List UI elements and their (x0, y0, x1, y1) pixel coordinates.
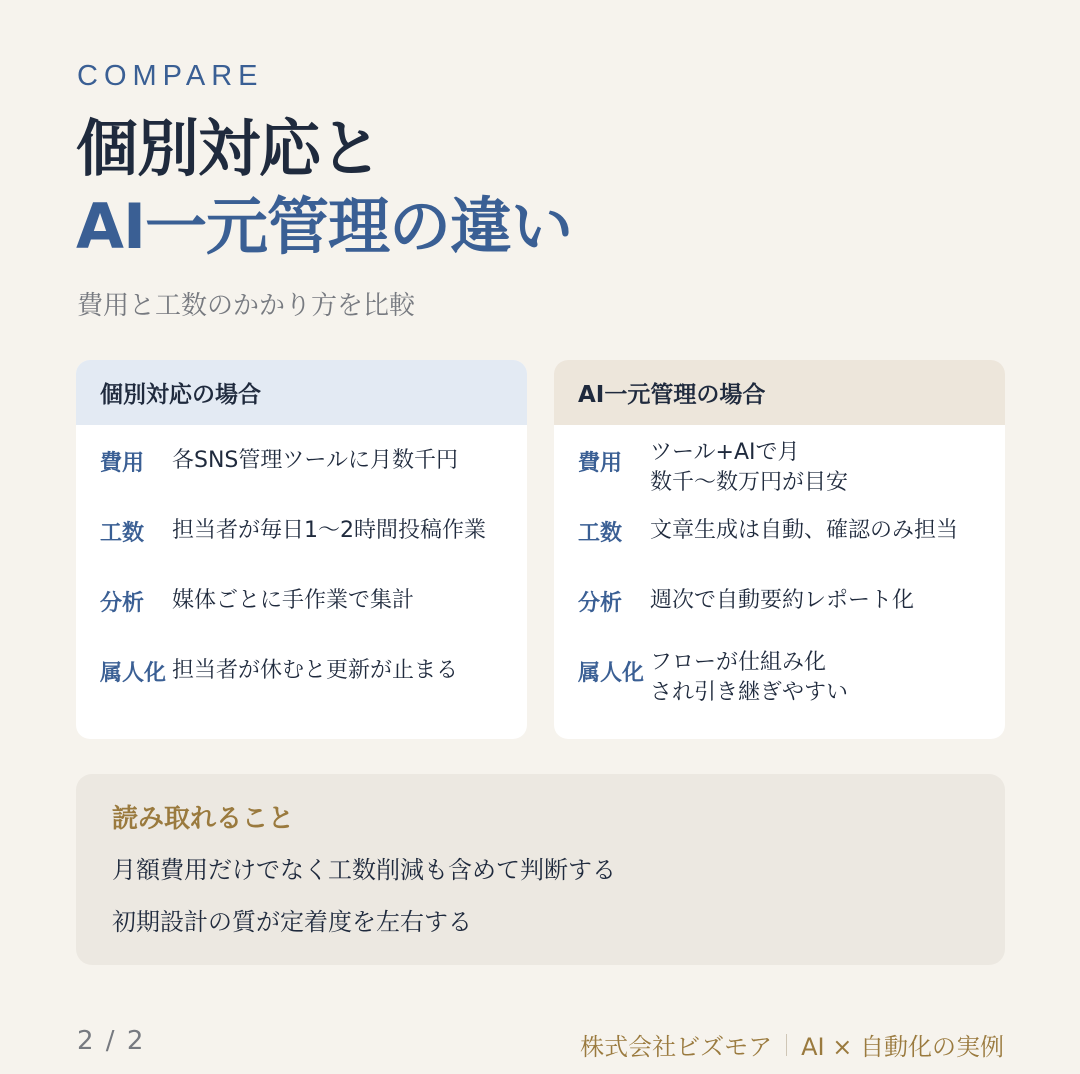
takeaway-item: 初期設計の質が定着度を左右する (112, 908, 472, 936)
title-line-1: 個別対応と (76, 112, 382, 185)
row-value-line: され引き継ぎやすい (650, 680, 849, 705)
row-value: 各SNS管理ツールに月数千円 (172, 448, 458, 473)
row-label: 工数 (100, 521, 145, 546)
comparison-card-ai (554, 360, 1005, 739)
row-value-line: フローが仕組み化 (650, 650, 827, 675)
row-label: 費用 (100, 451, 145, 476)
eyebrow-label: COMPARE (77, 60, 264, 92)
row-label: 工数 (578, 521, 623, 546)
takeaway-item: 月額費用だけでなく工数削減も含めて判断する (112, 856, 616, 884)
row-value: 担当者が毎日1〜2時間投稿作業 (172, 518, 486, 543)
footer-divider (786, 1034, 787, 1056)
row-value: 担当者が休むと更新が止まる (172, 658, 459, 683)
comparison-card-individual (76, 360, 527, 739)
row-value (650, 438, 848, 498)
takeaway-box (76, 774, 1005, 965)
card-heading: 個別対応の場合 (76, 360, 527, 425)
series-name: AI × 自動化の実例 (801, 1033, 1004, 1061)
page-indicator: 2 / 2 (77, 1026, 146, 1056)
card-heading: AI一元管理の場合 (554, 360, 1005, 425)
company-name: 株式会社ビズモア (580, 1033, 773, 1061)
footer-credit (580, 1027, 1004, 1062)
row-value: 文章生成は自動、確認のみ担当 (650, 518, 959, 543)
row-label: 属人化 (100, 661, 167, 686)
page-title (76, 110, 572, 266)
row-value: 媒体ごとに手作業で集計 (172, 588, 415, 613)
row-value-line: 数千〜数万円が目安 (650, 470, 849, 495)
row-label: 分析 (100, 591, 145, 616)
row-value: 週次で自動要約レポート化 (650, 588, 915, 613)
subtitle: 費用と工数のかかり方を比較 (77, 291, 416, 321)
row-value (650, 648, 848, 708)
takeaway-title: 読み取れること (112, 804, 295, 834)
row-label: 属人化 (578, 661, 645, 686)
row-label: 費用 (578, 451, 623, 476)
row-value-line: ツール+AIで月 (650, 440, 800, 465)
title-line-2: AI一元管理の違い (76, 190, 573, 263)
row-label: 分析 (578, 591, 623, 616)
